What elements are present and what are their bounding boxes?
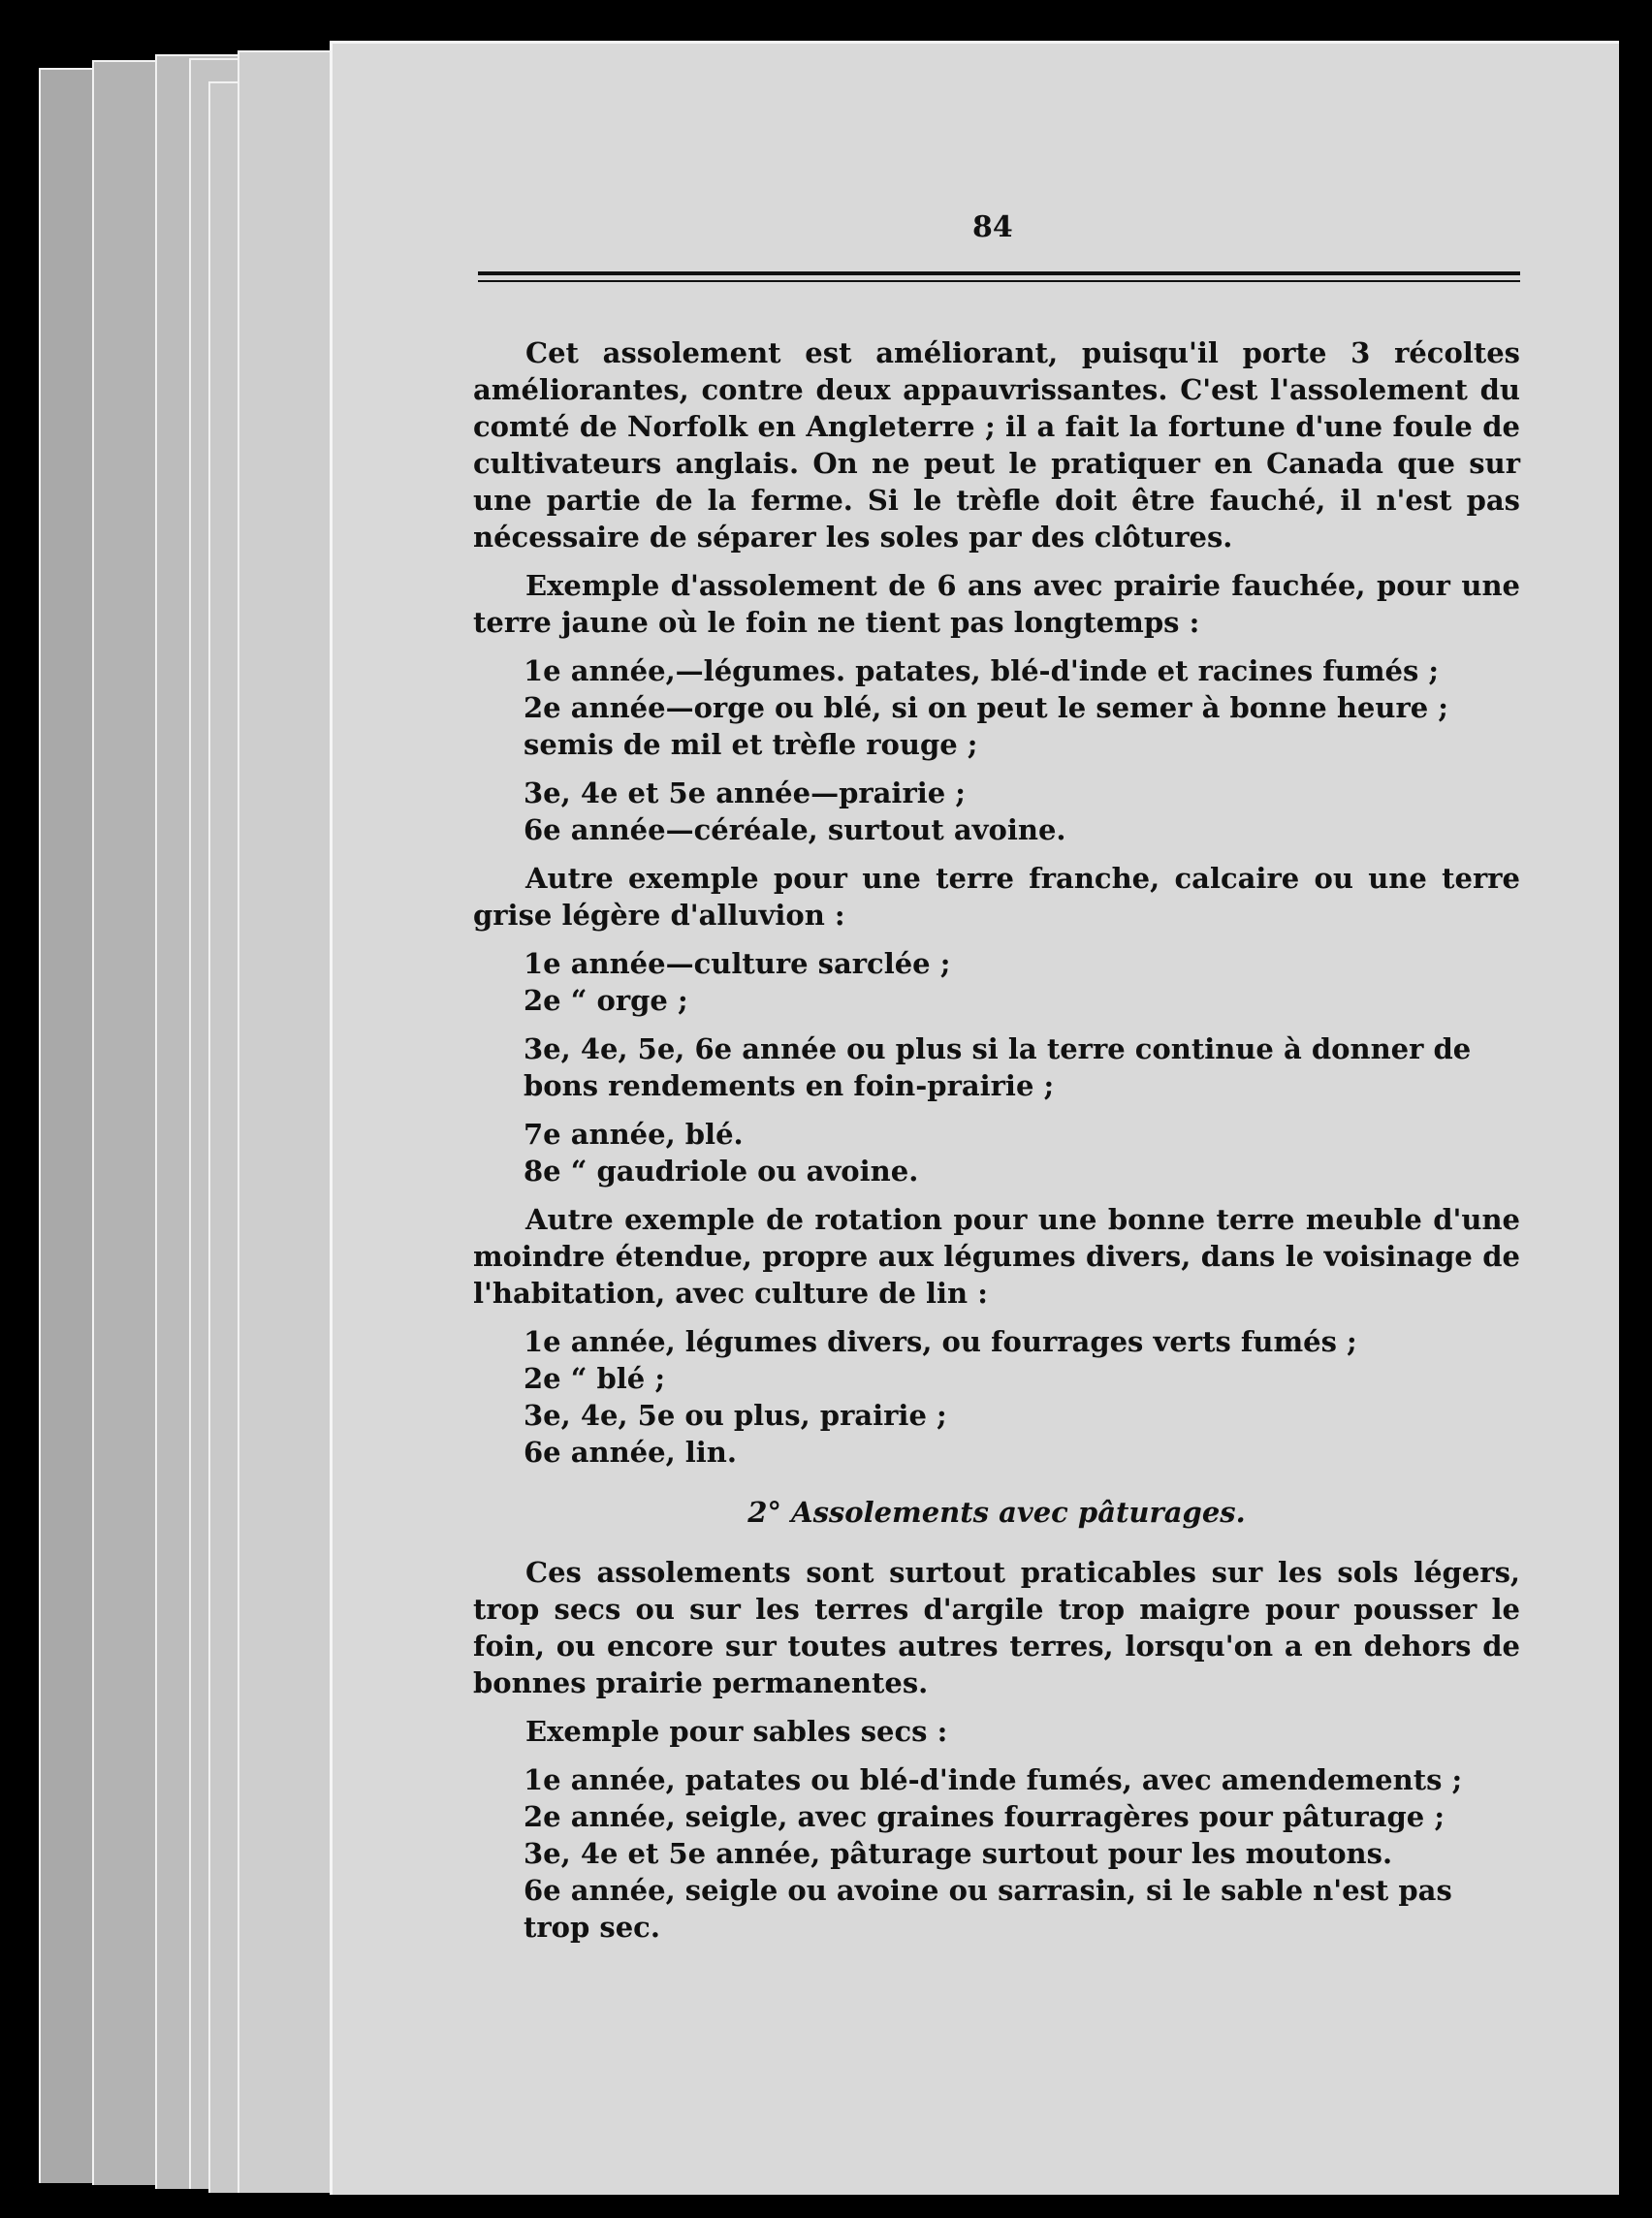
paragraph-example-4: Exemple pour sables secs : xyxy=(525,1715,948,1748)
list-item: 3e, 4e, 5e ou plus, prairie ; xyxy=(524,1399,947,1432)
header-rule-thin xyxy=(478,280,1520,282)
paragraph-intro: Cet assolement est améliorant, puisqu'il porte 3 récoltes améliorantes, contre deux appauvrissantes. C'est l'assolement du comté de Norfolk en Angleterre ; il a fait la fortune d'une foule de cultivateurs anglais. On ne peut le pratiquer en Canada que sur une partie de la ferme. Si le trèfle doit être fauché, il n'est pas nécessaire de séparer les soles par des clôtures. xyxy=(473,336,1520,554)
list-item: 3e, 4e et 5e année—prairie ; xyxy=(524,776,966,809)
list-item: 3e, 4e, 5e, 6e année ou plus si la terre continue à donner de bons rendements en foin-prairie ; xyxy=(524,1032,1472,1102)
document-page xyxy=(330,41,1619,2195)
page-number: 84 xyxy=(972,210,1013,244)
paragraph-example-1: Exemple d'assolement de 6 ans avec prairie fauchée, pour une terre jaune où le foin ne tient pas longtemps : xyxy=(473,569,1520,639)
list-item: 6e année, seigle ou avoine ou sarrasin, si le sable n'est pas trop sec. xyxy=(524,1874,1452,1944)
list-item: 2e “ blé ; xyxy=(524,1362,666,1395)
list-item: 1e année, légumes divers, ou fourrages verts fumés ; xyxy=(524,1325,1357,1358)
paragraph-pasture: Ces assolements sont surtout praticables sur les sols légers, trop secs ou sur les terres d'argile trop maigre pour pousser le foin, ou encore sur toutes autres terres, lorsqu'on a en dehors de bonnes prairie permanentes. xyxy=(473,1556,1520,1699)
list-item: 6e année, lin. xyxy=(524,1436,737,1469)
list-item: 2e année, seigle, avec graines fourragères pour pâturage ; xyxy=(524,1800,1446,1833)
list-item: 2e “ orge ; xyxy=(524,984,688,1017)
list-item: 8e “ gaudriole ou avoine. xyxy=(524,1155,919,1188)
list-item: 7e année, blé. xyxy=(524,1118,744,1151)
list-item: 2e année—orge ou blé, si on peut le semer à bonne heure ; semis de mil et trèfle rouge ; xyxy=(524,691,1448,761)
list-item: 1e année,—légumes. patates, blé-d'inde et racines fumés ; xyxy=(524,654,1440,687)
body-text xyxy=(473,334,1520,1946)
list-item: 6e année—céréale, surtout avoine. xyxy=(524,813,1066,846)
list-item: 1e année—culture sarclée ; xyxy=(524,947,951,980)
list-item: 3e, 4e et 5e année, pâturage surtout pour les moutons. xyxy=(524,1837,1393,1870)
paragraph-example-3: Autre exemple de rotation pour une bonne terre meuble d'une moindre étendue, propre aux légumes divers, dans le voisinage de l'habitation, avec culture de lin : xyxy=(473,1203,1520,1310)
section-heading: 2° Assolements avec pâturages. xyxy=(747,1496,1246,1529)
paragraph-example-2: Autre exemple pour une terre franche, calcaire ou une terre grise légère d'alluvion : xyxy=(473,862,1520,932)
header-rule xyxy=(478,271,1520,275)
list-item: 1e année, patates ou blé-d'inde fumés, avec amendements ; xyxy=(524,1763,1463,1796)
